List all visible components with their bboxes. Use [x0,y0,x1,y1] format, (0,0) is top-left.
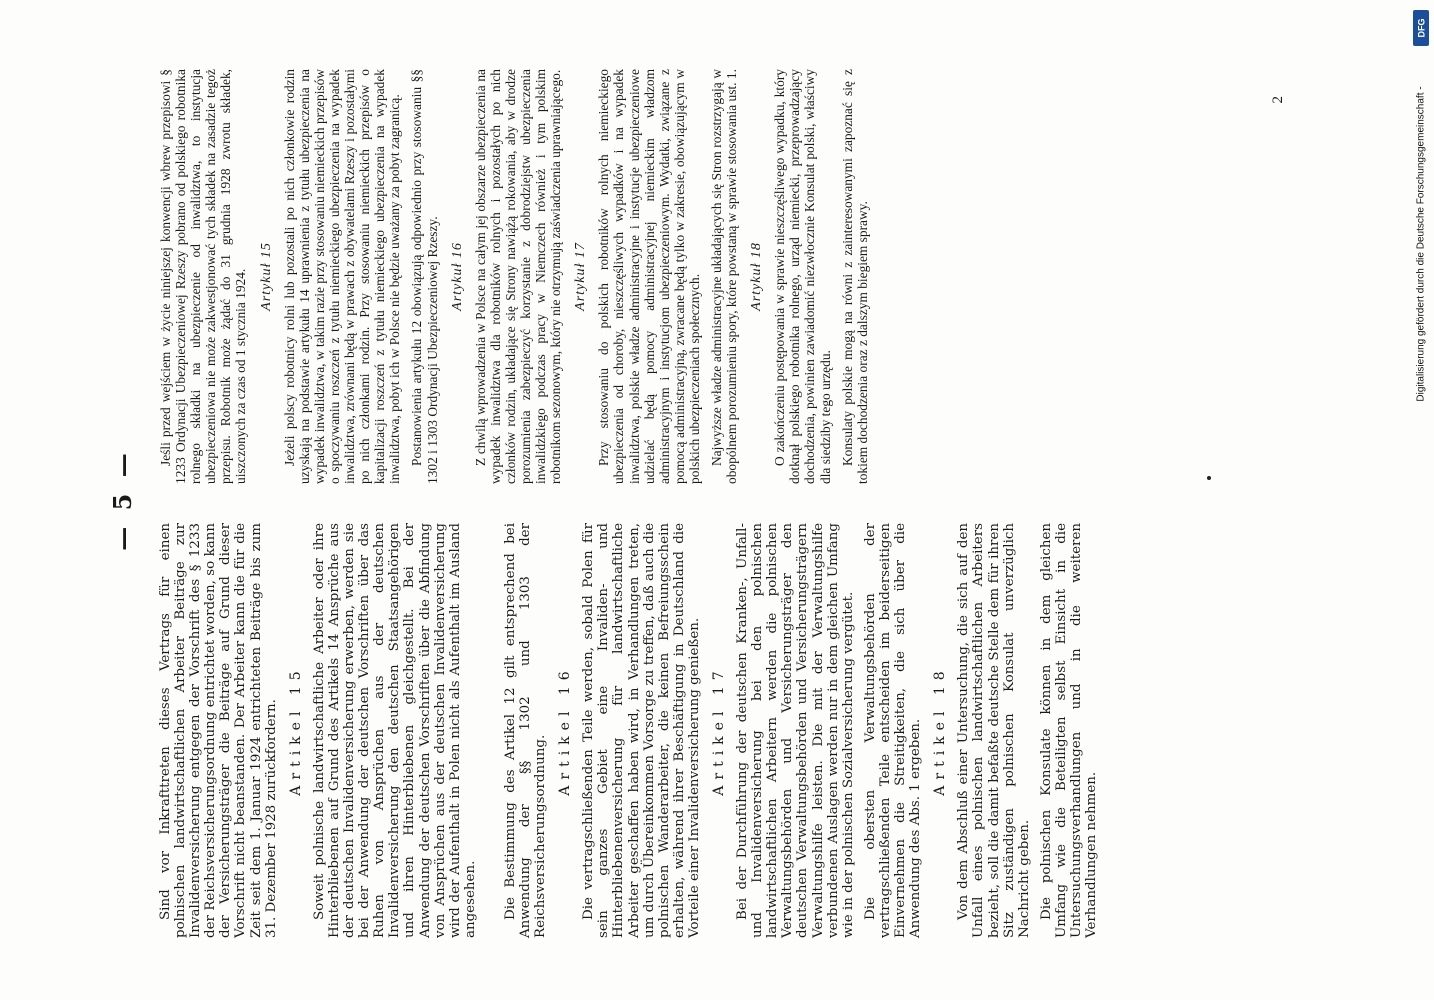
polish-heading-article-15: Artykuł 15 [258,242,274,311]
polish-paragraph: Z chwilą wprowadzenia w Polsce na całym jej obszarze ubezpieczenia na wypadek inwalidztwa dla robotników rolnych i pozostałych po nich członków rodzin, układające się Strony nawiążą rokowania, aby w drodze porozumienia zabezpieczyć korzystanie z dobrodziejstw ubezpieczenia inwalidzkiego podczas pracy w Niemczech również i tym polskim robotnikom sezonowym, który nie otrzymują zaświadczenia uprawniającego. [472,69,564,484]
german-paragraph: Die polnischen Konsulate können in dem gleichen Umfang wie die Beteiligten selbst Einsicht in die Untersuchungsverhandlungen und in die weiteren Verhandlungen nehmen. [1038,523,1100,938]
german-paragraph: Soweit polnische landwirtschaftliche Arbeiter oder ihre Hinterbliebenen auf Grund des Artikels 14 Ansprüche aus der deutschen Invalidenversicherung erwerben, werden sie bei der Anwendung der deutschen Vorschriften über das Ruhen von Ansprüchen aus der deutschen Invalidenversicherung den deutschen Staatsangehörigen und ihren Hinterbliebenen gleichgestellt. Bei der Anwendung der deutschen Vorschriften über die Abfindung von Ansprüchen aus der deutschen Invalidenversicherung wird der Aufenthalt in Polen nicht als Aufenthalt im Ausland angesehen. [311,523,478,938]
print-speck [1207,476,1211,480]
polish-paragraph: Przy stosowaniu do polskich robotników rolnych niemieckiego ubezpieczenia od choroby, nieszczęśliwych wypadków i na wypadek inwalidztwa, polskie władze administracyjne i instytucje ubezpieczeniowe udzielać będą pomocy administracyjnej niemieckim władzom administracyjnym i instytucjom ubezpieczeniowym. Wydatki, związane z pomocą administracyjną, zwracane będą tylko w zakresie, obowiązującym w polskich ubezpieczeniach społecznych. [596,69,702,484]
polish-paragraph: Jeżeli polscy robotnicy rolni lub pozostali po nich członkowie rodzin uzyskają na podstawie artykułu 14 uprawnienia z tytułu ubezpieczenia na wypadek inwalidztwa, w takim razie przy stosowaniu niemieckich przepisów o spoczywaniu roszczeń z tytułu niemieckiego ubezpieczenia na wypadek inwalidztwa, zrównani będą w prawach z obywatelami Rzeszy i pozostałymi po nich członkami rodzin. Przy stosowaniu niemieckich przepisów o kapitalizacji roszczeń z tytułu niemieckiego ubezpieczenia na wypadek inwalidztwa, pobyt ich w Polsce nie będzie uważany za pobyt zagranicą. [281,69,403,484]
german-paragraph: Bei der Durchführung der deutschen Kranken-, Unfall- und Invalidenversicherung bei den polnischen landwirtschaftlichen Arbeitern werden die polnischen Verwaltungsbehörden und Versicherungsträger den deutschen Verwaltungsbehörden und Versicherungsträgern Verwaltungshilfe leisten. Die mit der Verwaltungshilfe verbundenen Auslagen werden nur in dem gleichen Umfang wie in der polnischen Sozialversicherung vergütet. [735,523,856,938]
german-heading-article-15: Artikel 15 [287,665,304,796]
german-paragraph: Von dem Abschluß einer Untersuchung, die sich auf den Unfall eines polnischen landwirtschaftlichen Arbeiters bezieht, soll die damit befaßte deutsche Stelle dem für ihren Sitz zuständigen polnischen Konsulat unverzüglich Nachricht geben. [956,523,1032,938]
german-heading-article-16: Artikel 16 [557,665,574,796]
polish-paragraph: O zakończeniu postępowania w sprawie nieszczęśliwego wypadku, który dotknął polskiego robotnika rolnego, urząd niemiecki, przeprowadzający dochodzenia, powinien zawiadomić niezwłocznie Konsulat polski, właściwy dla siedziby tego urzędu. [772,69,833,484]
polish-paragraph: Najwyższe władze administracyjne układających się Stron rozstrzygają w obopólnem porozumieniu spory, które powstaną w sprawie stosowania ust. 1. [709,69,740,484]
german-paragraph: Sind vor Inkrafttreten dieses Vertrags für einen polnischen landwirtschaftlichen Arbeiter Beiträge zur Invalidenversicherung entgegen der Vorschrift des § 1233 der Reichsversicherungsordnung entrichtet worden, so kann der Versicherungsträger die Beiträge auf Grund dieser Vorschrift nicht beanstanden. Der Arbeiter kann die für die Zeit seit dem 1. Januar 1924 entrichteten Beiträge bis zum 31. Dezember 1928 zurückfordern. [158,523,279,938]
rotated-page-body [102,50,1332,950]
dfg-logo-icon: DFG [1413,10,1429,46]
digitization-caption: Digitalisierung gefördert durch die Deutsche Forschungsgemeinschaft - [1415,86,1427,402]
digitization-sidebar [1410,4,1432,424]
polish-paragraph: Postanowienia artykułu 12 obowiązują odpowiednio przy stosowaniu §§ 1302 i 1303 Ordynacji Ubezpieczeniowej Rzeszy. [409,69,440,484]
polish-heading-article-17: Artykuł 17 [573,242,589,311]
polish-paragraph: Konsulaty polskie mogą na równi z zainteresowanymi zapoznać się z tokiem dochodzenia oraz z dalszym biegiem sprawy. [839,69,870,484]
german-heading-article-17: Artikel 17 [711,665,727,796]
footer-page-number: 2 [1270,96,1286,104]
german-column [158,523,1106,938]
german-paragraph: Die Bestimmung des Artikel 12 gilt entsprechend bei Anwendung der §§ 1302 und 1303 der Reichsversicherungsordnung. [502,523,549,938]
polish-paragraph: Jeśli przed wejściem w życie niniejszej konwencji wbrew przepisowi § 1233 Ordynacji Ubezpieczeniowej Rzeszy pobrano od polskiego robotnika rolnego składki na ubezpieczenie od inwalidztwa, to instytucja ubezpieczeniowa nie może zakwestjonować tych składek na zasadzie tegoż przepisu. Robotnik może żądać do 31 grudnia 1928 zwrotu składek, uiszczonych za czas od 1 stycznia 1924. [158,69,249,484]
german-heading-article-18: Artikel 18 [932,665,949,796]
polish-heading-article-16: Artykuł 16 [449,242,465,311]
polish-heading-article-18: Artykuł 18 [749,242,765,311]
german-paragraph: Die obersten Verwaltungsbehörden der vertragschließenden Teile entscheiden im beiderseitigen Einvernehmen die Streitigkeiten, die sich über die Anwendung des Abs. 1 ergeben. [862,523,924,938]
polish-column [158,69,877,484]
german-paragraph: Die vertragschließenden Teile werden, sobald Polen für sein ganzes Gebiet eine Invaliden- und Hinterbliebenenversicherung für landwirtschaftliche Arbeiter geschaffen haben wird, in Verhandlungen treten, um durch Übereinkommen Vorsorge zu treffen, daß auch die polnischen Wanderarbeiter, die keinen Befreiungsschein erhalten, während ihrer Beschäftigung in Deutschland die Vorteile einer Invalidenversicherung genießen. [581,523,702,938]
page-number: — 5 — [108,449,137,551]
